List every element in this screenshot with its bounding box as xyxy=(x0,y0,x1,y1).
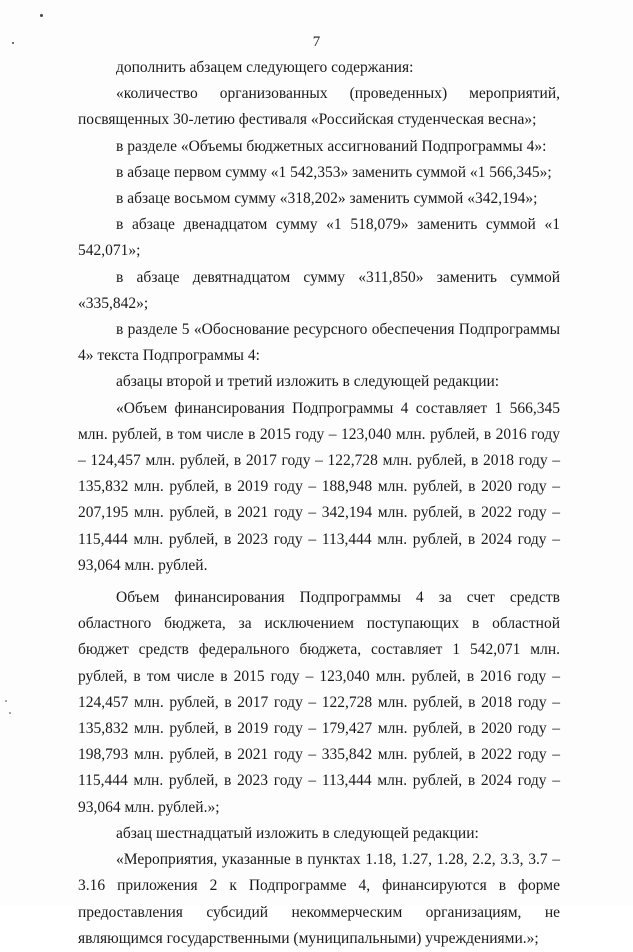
page-number: 7 xyxy=(312,34,321,50)
paragraph: в абзаце первом сумму «1 542,353» заменить суммой «1 566,345»; xyxy=(116,163,552,181)
paragraph: в абзаце двенадцатом сумму «1 518,079» заменить суммой «1 542,071»; xyxy=(78,216,560,260)
paragraph: абзац шестнадцатый изложить в следующей редакции: xyxy=(116,824,479,842)
scan-speck xyxy=(5,700,7,702)
document-body xyxy=(78,55,560,952)
scan-speck xyxy=(40,14,43,17)
paragraph: в разделе 5 «Обоснование ресурсного обеспечения Подпрограммы 4» текста Подпрограммы 4: xyxy=(78,321,560,365)
paragraph: «количество организованных (проведенных) мероприятий, посвященных 30-летию фестиваля «Российская студенческая весна»; xyxy=(78,85,560,129)
paragraph: Объем финансирования Подпрограммы 4 за счет средств областного бюджета, за исключением поступающих в областной бюджет средств федерального бюджета, составляет 1 542,071 млн. рублей, в том числе в 2015 году – 123,040 млн. рублей, в 2016 году – 124,457 млн. рублей, в 2017 году – 122,728 млн. рублей, в 2018 году – 135,832 млн. рублей, в 2019 году – 179,427 млн. рублей, в 2020 году – 198,793 млн. рублей, в 2021 году – 335,842 млн. рублей, в 2022 году – 115,444 млн. рублей, в 2023 году – 113,444 млн. рублей, в 2024 году – 93,064 млн. рублей.»; xyxy=(78,589,560,816)
paragraph: «Объем финансирования Подпрограммы 4 составляет 1 566,345 млн. рублей, в том числе в 2015 году – 123,040 млн. рублей, в 2016 году – 124,457 млн. рублей, в 2017 году – 122,728 млн. рублей, в 2018 году – 135,832 млн. рублей, в 2019 году – 188,948 млн. рублей, в 2020 году – 207,195 млн. рублей, в 2021 году – 342,194 млн. рублей, в 2022 году – 115,444 млн. рублей, в 2023 году – 113,444 млн. рублей, в 2024 году – 93,064 млн. рублей. xyxy=(78,399,560,574)
scan-speck xyxy=(9,712,11,714)
paragraph: абзацы второй и третий изложить в следующей редакции: xyxy=(116,373,500,391)
paragraph: дополнить абзацем следующего содержания: xyxy=(116,59,414,76)
paragraph: «Мероприятия, указанные в пунктах 1.18, 1.27, 1.28, 2.2, 3.3, 3.7 – 3.16 приложения 2 к Подпрограмме 4, финансируются в форме предоставления субсидий некоммерческим организациям, не являющимся государственными (муниципальными) учреждениями.»; xyxy=(78,851,560,947)
paragraph: в абзаце восьмом сумму «318,202» заменить суммой «342,194»; xyxy=(116,190,538,208)
paragraph: в абзаце девятнадцатом сумму «311,850» заменить суммой «335,842»; xyxy=(78,268,560,312)
paragraph: в разделе «Объемы бюджетных ассигнований Подпрограммы 4»: xyxy=(116,137,547,155)
